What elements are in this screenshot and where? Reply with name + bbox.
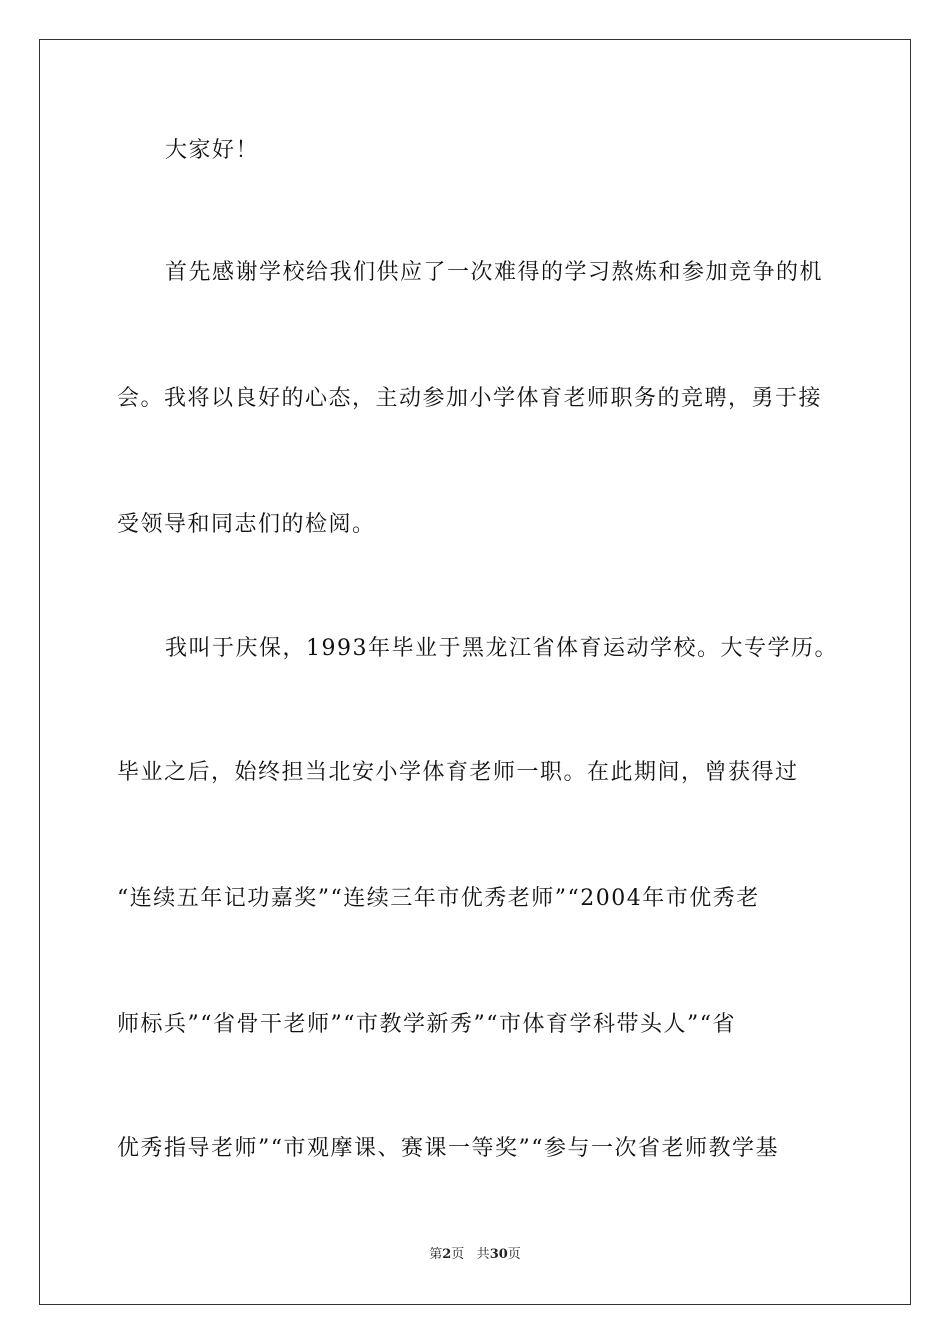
total-pages: 30: [489, 1247, 508, 1262]
page-footer: [0, 1246, 950, 1264]
page-border: [39, 39, 911, 1305]
paragraph-line: 优秀指导老师”“市观摩课、赛课一等奖”“参与一次省老师教学基: [117, 1136, 779, 1161]
paragraph-line: 毕业之后，始终担当北安小学体育老师一职。在此期间，曾获得过: [117, 760, 799, 785]
paragraph-line: 师标兵”“省骨干老师”“市教学新秀”“市体育学科带头人”“省: [117, 1012, 736, 1037]
paragraph-line: 首先感谢学校给我们供应了一次难得的学习熬炼和参加竞争的机: [165, 260, 824, 285]
total-suffix: 页: [507, 1247, 521, 1262]
paragraph-line: “连续五年记功嘉奖”“连续三年市优秀老师”“2004年市优秀老: [117, 886, 760, 911]
page-number: 2: [442, 1247, 452, 1262]
total-prefix: 共: [476, 1247, 490, 1262]
page-suffix: 页: [451, 1247, 465, 1262]
greeting-line: 大家好！: [165, 138, 260, 163]
paragraph-line: 受领导和同志们的检阅。: [117, 512, 376, 537]
page-prefix: 第: [429, 1247, 443, 1262]
paragraph-line: 我叫于庆保，1993年毕业于黑龙江省体育运动学校。大专学历。: [165, 636, 838, 661]
paragraph-line: 会。我将以良好的心态，主动参加小学体育老师职务的竞聘，勇于接: [117, 386, 823, 411]
